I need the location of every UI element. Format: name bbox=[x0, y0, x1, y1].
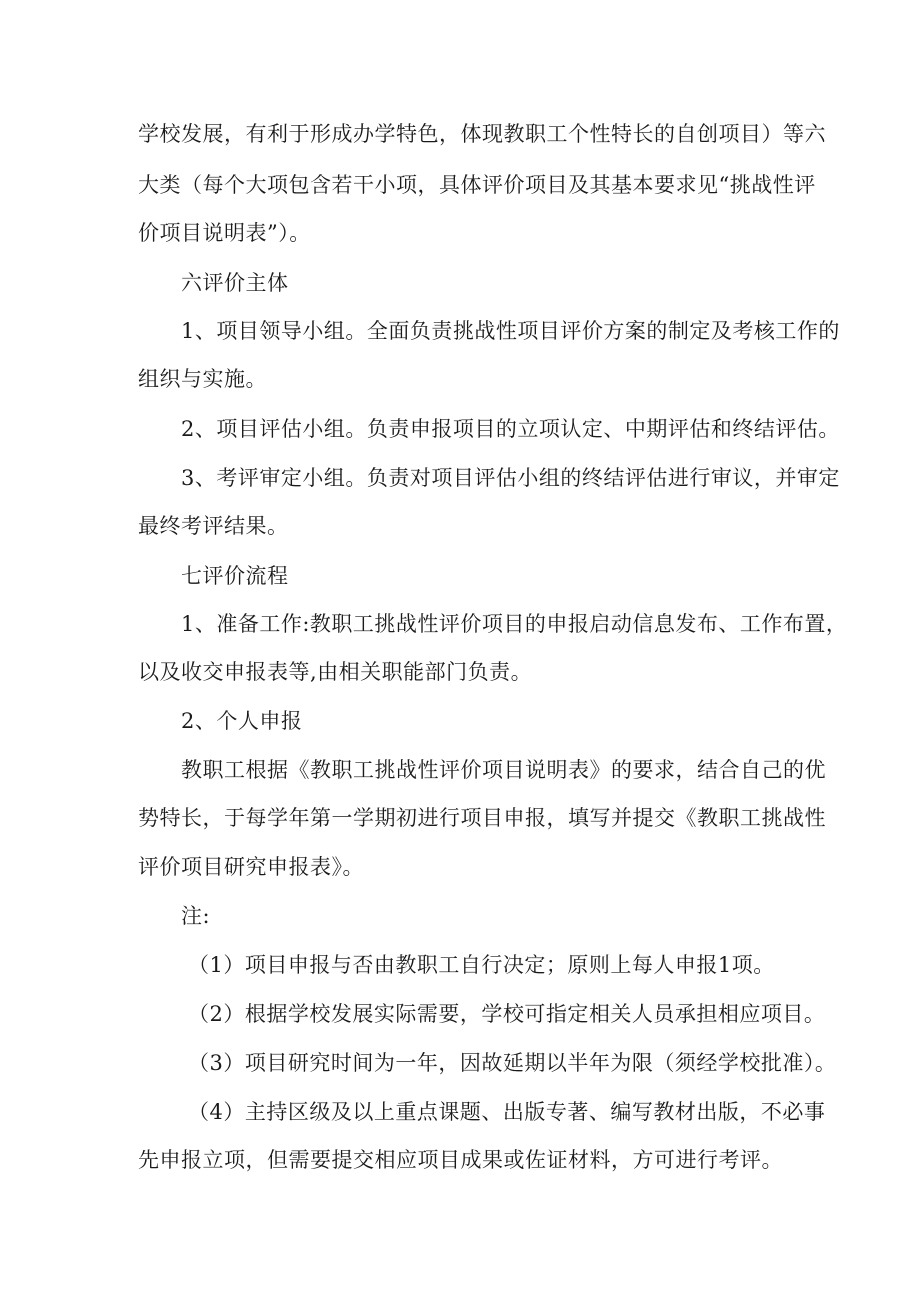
paragraph-line: 教职工根据《教职工挑战性评价项目说明表》的要求，结合自己的优 bbox=[181, 758, 826, 782]
note-item: （4）主持区级及以上重点课题、出版专著、编写教材出版，不必事 bbox=[188, 1100, 826, 1124]
note-item: （1）项目申报与否由教职工自行决定；原则上每人申报1项。 bbox=[188, 953, 775, 977]
paragraph-line: 学校发展，有利于形成办学特色，体现教职工个性特长的自创项目）等六 bbox=[138, 122, 826, 146]
paragraph-line: 价项目说明表”）。 bbox=[138, 221, 311, 245]
paragraph-line: 评价项目研究申报表》。 bbox=[138, 855, 364, 879]
section-heading-evaluation-process: 七评价流程 bbox=[181, 564, 289, 588]
paragraph-line: 组织与实施。 bbox=[138, 367, 267, 391]
paragraph-line: 1、准备工作:教职工挑战性评价项目的申报启动信息发布、工作布置， bbox=[181, 612, 848, 636]
paragraph-line: 先申报立项，但需要提交相应项目成果或佐证材料，方可进行考评。 bbox=[138, 1148, 783, 1172]
paragraph-line: 2、个人申报 bbox=[181, 709, 303, 733]
paragraph-line: 最终考评结果。 bbox=[138, 514, 289, 538]
paragraph-line: 1、项目领导小组。全面负责挑战性项目评价方案的制定及考核工作的 bbox=[181, 319, 840, 343]
paragraph-line: 2、项目评估小组。负责申报项目的立项认定、中期评估和终结评估。 bbox=[181, 417, 840, 441]
paragraph-line: 3、考评审定小组。负责对项目评估小组的终结评估进行审议，并审定 bbox=[181, 466, 840, 490]
paragraph-line: 大类（每个大项包含若干小项，具体评价项目及其基本要求见“挑战性评 bbox=[138, 173, 816, 197]
note-label: 注: bbox=[181, 904, 211, 928]
section-heading-evaluation-subject: 六评价主体 bbox=[181, 271, 289, 295]
note-item: （3）项目研究时间为一年，因故延期以半年为限（须经学校批准）。 bbox=[188, 1051, 837, 1075]
paragraph-line: 以及收交申报表等,由相关职能部门负责。 bbox=[138, 660, 533, 684]
paragraph-line: 势特长，于每学年第一学期初进行项目申报，填写并提交《教职工挑战性 bbox=[138, 806, 826, 830]
note-item: （2）根据学校发展实际需要，学校可指定相关人员承担相应项目。 bbox=[188, 1002, 826, 1026]
